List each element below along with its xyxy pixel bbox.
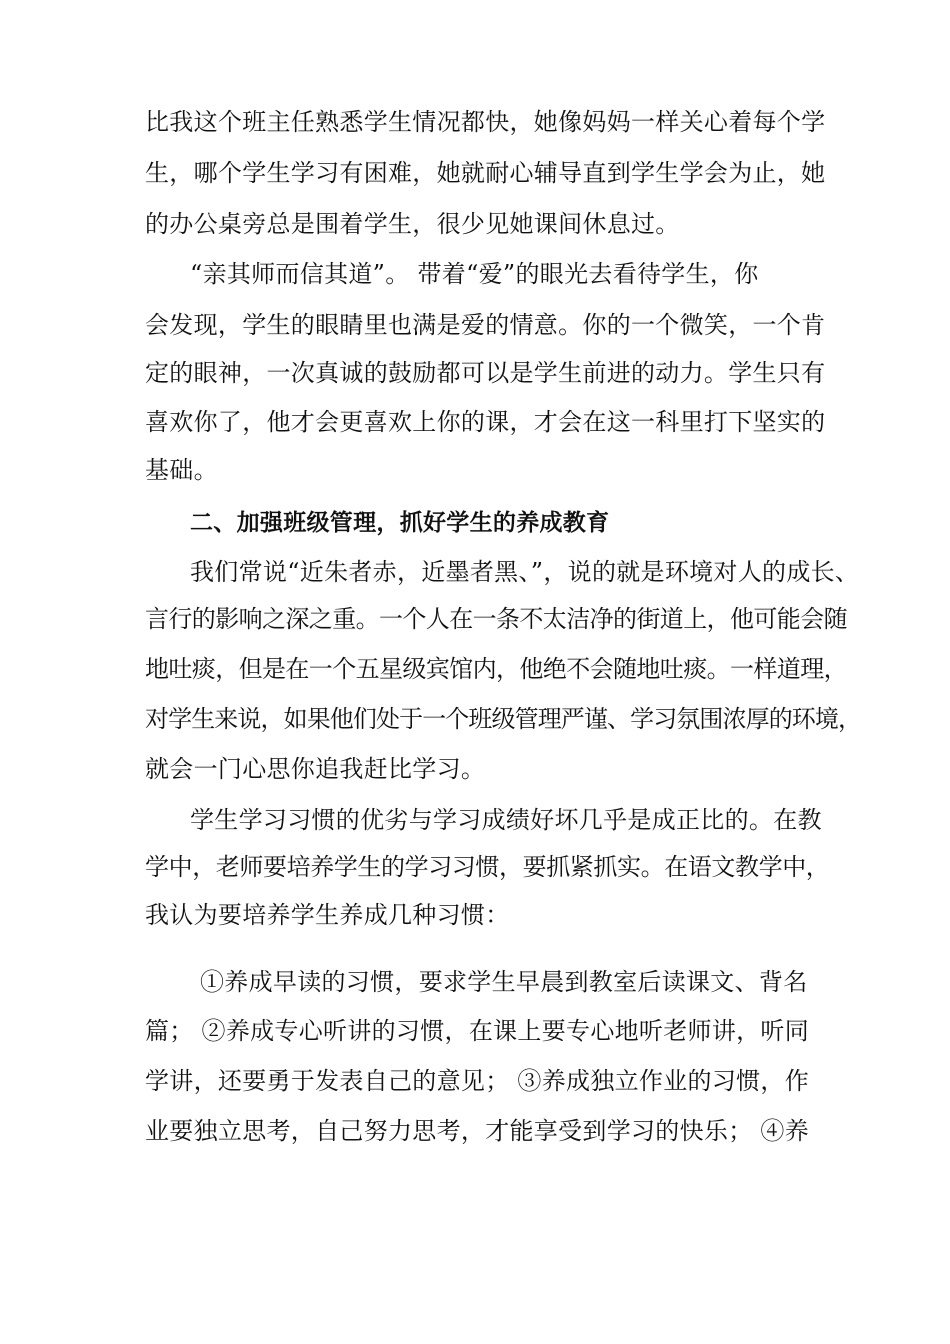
paragraph-line: ①养成早读的习惯，要求学生早晨到教室后读课文、背名: [200, 968, 808, 996]
paragraph-line: 比我这个班主任熟悉学生情况都快，她像妈妈一样关心着每个学: [145, 108, 826, 136]
paragraph-line: 我们常说“近朱者赤，近墨者黑、”，说的就是环境对人的成长、: [190, 558, 860, 586]
paragraph-line: 地吐痰，但是在一个五星级宾馆内，他绝不会随地吐痰。一样道理，: [145, 655, 847, 683]
paragraph-line: 基础。: [145, 456, 218, 484]
paragraph-line: 就会一门心思你追我赶比学习。: [145, 755, 486, 783]
section-heading: 二、加强班级管理，抓好学生的养成教育: [190, 510, 610, 536]
paragraph-line: 言行的影响之深之重。一个人在一条不太洁净的街道上，他可能会随: [145, 605, 847, 633]
paragraph-line: 喜欢你了，他才会更喜欢上你的课，才会在这一科里打下坚实的: [145, 408, 826, 436]
paragraph-line: 对学生来说，如果他们处于一个班级管理严谨、学习氛围浓厚的环境，: [145, 705, 862, 733]
paragraph-line: 定的眼神，一次真诚的鼓励都可以是学生前进的动力。学生只有: [145, 359, 826, 387]
paragraph-line: 我认为要培养学生养成几种习惯：: [145, 901, 510, 929]
paragraph-line: 学生学习习惯的优劣与学习成绩好坏几乎是成正比的。在教: [190, 806, 822, 834]
paragraph-line: 学中，老师要培养学生的学习习惯，要抓紧抓实。在语文教学中，: [145, 853, 830, 881]
paragraph-line: 篇； ②养成专心听讲的习惯，在课上要专心地听老师讲，听同: [145, 1017, 810, 1045]
paragraph-line: “亲其师而信其道”。 带着“爱”的眼光去看待学生，你: [190, 260, 759, 288]
paragraph-line: 的办公桌旁总是围着学生，很少见她课间休息过。: [145, 210, 680, 238]
paragraph-line: 生，哪个学生学习有困难，她就耐心辅导直到学生学会为止，她: [145, 159, 826, 187]
paragraph-line: 学讲，还要勇于发表自己的意见； ③养成独立作业的习惯，作: [145, 1067, 810, 1095]
paragraph-line: 业要独立思考，自己努力思考，才能享受到学习的快乐； ④养: [145, 1117, 810, 1145]
paragraph-line: 会发现，学生的眼睛里也满是爱的情意。你的一个微笑，一个肯: [145, 311, 826, 339]
